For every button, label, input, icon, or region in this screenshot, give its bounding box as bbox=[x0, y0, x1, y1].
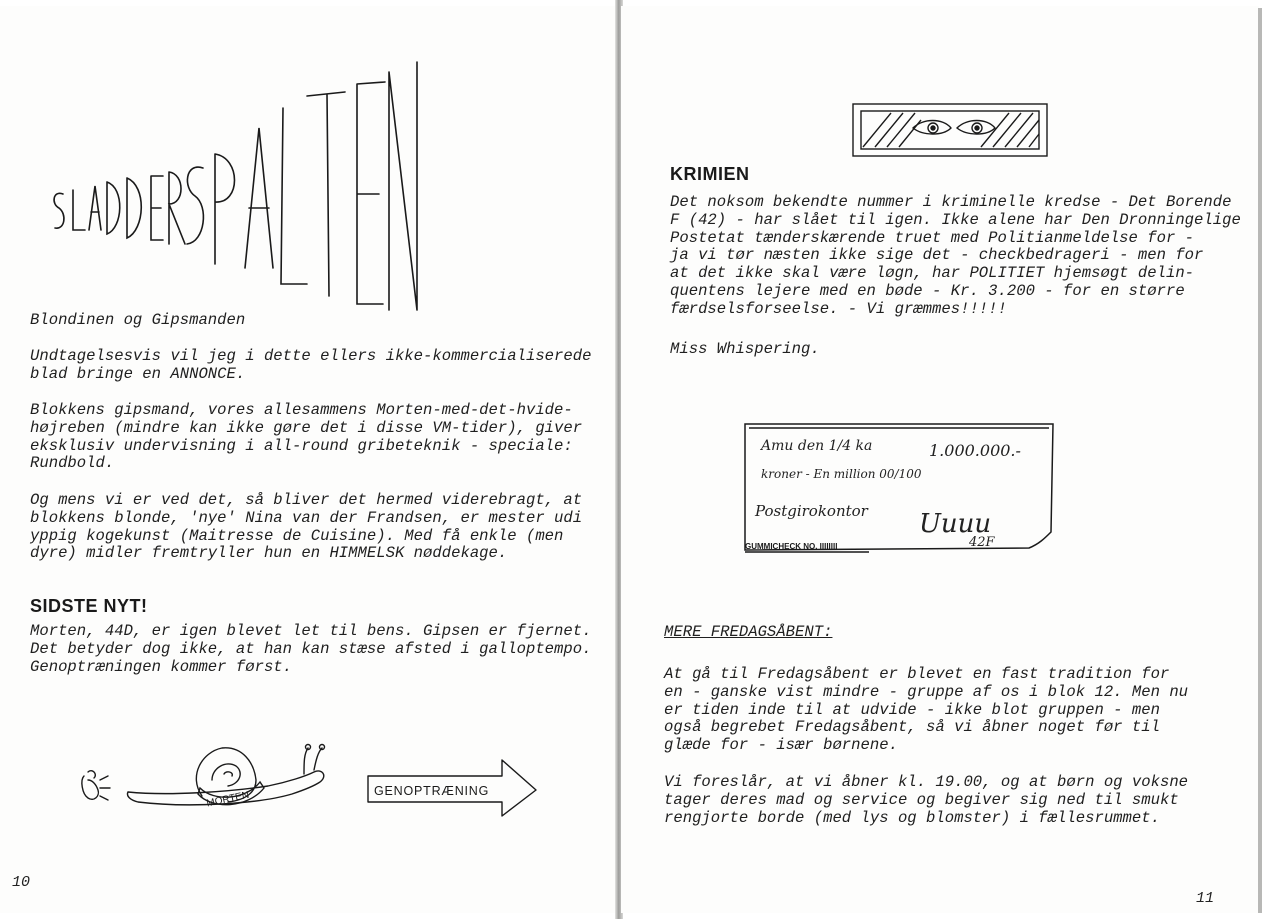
krimien-signature: Miss Whispering. bbox=[670, 340, 820, 358]
section-title: Blondinen og Gipsmanden bbox=[30, 311, 246, 329]
news-body: Morten, 44D, er igen blevet let til bens. Gipsen er fjernet. Det betyder dog ikke, at han kan stæse afsted i galloptempo. Genoptræningen kommer først. bbox=[30, 622, 592, 676]
krimien-heading: KRIMIEN bbox=[670, 164, 750, 184]
cheque-words: kroner - En million 00/100 bbox=[761, 467, 922, 481]
left-page bbox=[0, 6, 617, 913]
sladderspalten-masthead bbox=[45, 58, 425, 308]
paragraph-blondine: Og mens vi er ved det, så bliver det hermed viderebragt, at blokkens blonde, 'nye' Nina van der Frandsen, er mester udi yppig kogekunst (Maitresse de Cuisine). Med få enkle (men dyre) midler fremtryller hun en HIMMELSK nøddekage. bbox=[30, 491, 583, 563]
page-number-left: 10 bbox=[12, 874, 31, 891]
news-heading: SIDSTE NYT! bbox=[30, 596, 148, 616]
fredag-heading: MERE FREDAGSÅBENT: bbox=[664, 623, 833, 641]
cheque-initials: 42F bbox=[969, 535, 995, 550]
gummicheck-drawing bbox=[739, 420, 1059, 560]
arrow-label: GENOPTRÆNING bbox=[374, 784, 490, 798]
fredag-paragraph-1: At gå til Fredagsåbent er blevet en fast tradition for en - ganske vist mindre - gruppe af os i blok 12. Men nu er tiden inde til at udvide - ikke blot gruppen - men også begrebet Fredagsåbent, så vi åbner noget før til glæde for - især børnene. bbox=[664, 665, 1189, 755]
peeping-eyes-drawing bbox=[851, 102, 1051, 160]
krimien-body: Det noksom bekendte nummer i kriminelle kredse - Det Borende F (42) - har slået til igen. Ikke alene har Den Dronningelige Postetat tænderskærende truet med Politianmeldelse for - ja vi tør næsten ikke sige det - checkbedrageri - men for at det ikke skal være løgn, har POLITIET hjemsøgt delin- quentens lejere med en bøde - Kr. 3.200 - for en større færdselsforseelse. - Vi græmmes!!!!! bbox=[670, 193, 1241, 318]
paragraph-gipsmand: Blokkens gipsmand, vores allesammens Morten-med-det-hvide- højreben (mindre kan ikke gøre det i disse VM-tider), giver eksklusiv undervisning i all-round gribeteknik - speciale: Rundbold. bbox=[30, 401, 583, 473]
genoptraening-arrow bbox=[366, 758, 542, 820]
cheque-payer: Postgirokontor bbox=[755, 502, 868, 520]
paragraph-annonce: Undtagelsesvis vil jeg i dette ellers ikke-kommercialiserede blad bringe en ANNONCE. bbox=[30, 347, 592, 383]
page-number-right: 11 bbox=[1196, 890, 1215, 907]
cheque-signature: Uuuu bbox=[919, 509, 992, 539]
cheque-footer: GUMMICHECK NO. IIIIIIII bbox=[745, 542, 838, 551]
cheque-line1: Amu den 1/4 ka bbox=[761, 438, 873, 454]
right-page bbox=[621, 6, 1259, 913]
fredag-paragraph-2: Vi foreslår, at vi åbner kl. 19.00, og at børn og voksne tager deres mad og service og begiver sig ned til smukt rengjorte borde (med lys og blomster) i fællesrummet. bbox=[664, 773, 1189, 827]
cheque-amount: 1.000.000.- bbox=[929, 441, 1021, 460]
snail-drawing bbox=[78, 736, 348, 826]
page-edge bbox=[1258, 8, 1262, 913]
snail-label: MORTEN bbox=[205, 789, 251, 810]
